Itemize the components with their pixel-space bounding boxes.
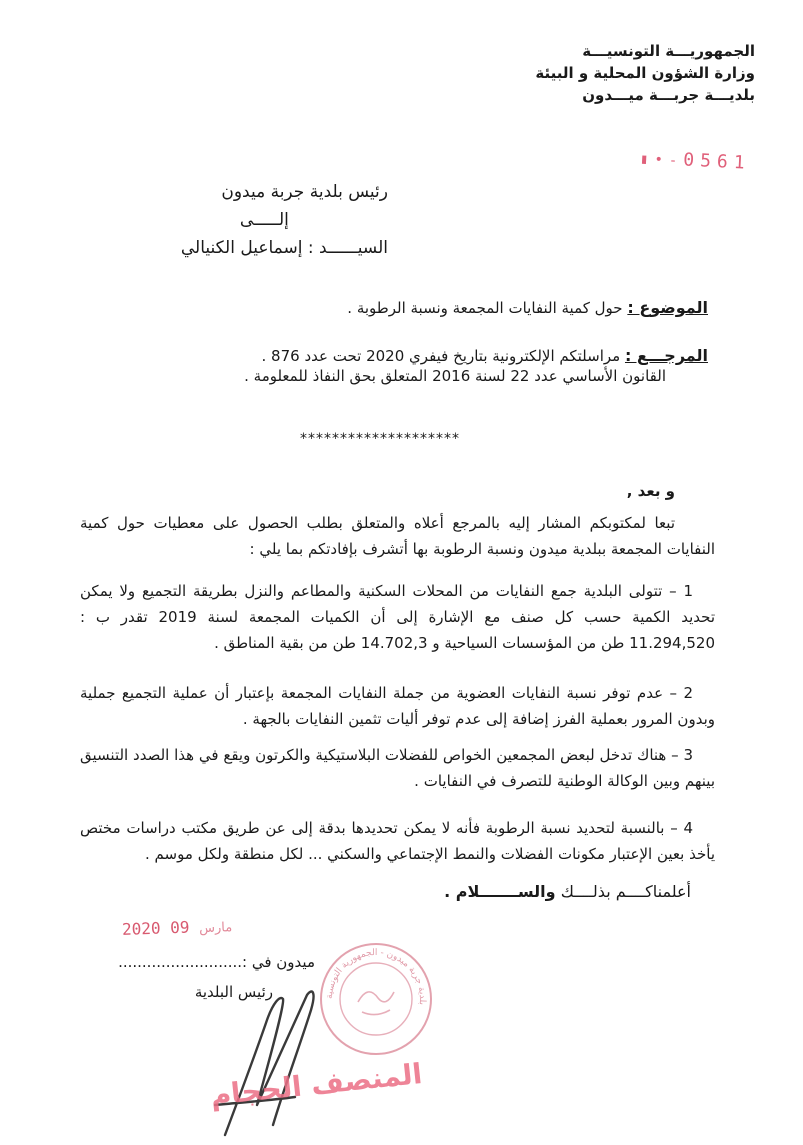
letterhead <box>535 40 755 106</box>
reference-label: المرجـــع : <box>624 346 708 365</box>
letterhead-ministry: وزارة الشؤون المحلية و البيئة <box>535 64 755 82</box>
greeting: و بعد , <box>626 482 675 500</box>
subject-line <box>347 298 708 317</box>
reference-stamp-number: ▮•-0561 <box>639 149 752 174</box>
reference-block <box>244 346 708 386</box>
closing-prefix: أعلمناكــــم بذلــــك <box>560 882 691 901</box>
seal-text: بلدية جربة ميدون - الجمهورية التونسية <box>324 947 428 1006</box>
addressee-block <box>181 178 388 262</box>
signer-name-stamp: المنصف الحجام <box>208 1056 424 1113</box>
to-label: إلـــــى <box>239 210 289 230</box>
official-seal <box>318 940 434 1058</box>
separator-stars: ******************** <box>300 431 460 447</box>
signatory-title: رئيس البلدية <box>194 983 273 1001</box>
reference-line-1: مراسلتكم الإلكترونية بتاريخ فيفري 2020 تحت عدد 876 . <box>261 347 621 365</box>
paragraph-item-1: 1 – تتولى البلدية جمع النفايات من المحلات السكنية والمطاعم والنزل بطريقة التجميع ولا يمكن تحديد الكمية حسب كل صنف مع الإشارة إلى أن الكميات المجمعة لسنة 2019 تقدر ب : 11.294,520 طن من المؤسسات السياحية و 14.702,3 طن من بقية المناطق . <box>80 582 716 652</box>
date-stamp <box>122 916 233 939</box>
closing-salutation: والســـــــلام . <box>444 882 556 901</box>
letterhead-country: الجمهوريـــة التونسيـــة <box>582 42 755 60</box>
sender-title: رئيس بلدية جربة ميدون <box>221 182 388 202</box>
recipient-name: السيــــــد : إسماعيل الكنيالي <box>180 238 388 258</box>
date-stamp-year: 2020 <box>121 918 161 939</box>
date-stamp-month: مارس <box>198 920 233 937</box>
date-stamp-day: 09 <box>169 917 190 938</box>
subject-label: الموضوع : <box>627 298 708 317</box>
paragraph-intro: تبعا لمكتوبكم المشار إليه بالمرجع أعلاه والمتعلق بطلب الحصول على معطيات حول كمية النفايات المجمعة ببلدية ميدون ونسبة الرطوبة بها أتشرف بإفادتكم بما يلي : <box>80 514 715 558</box>
subject-text: حول كمية النفايات المجمعة ونسبة الرطوبة . <box>347 299 623 317</box>
handwritten-signature <box>195 985 320 1140</box>
paragraph-item-4: 4 – بالنسبة لتحديد نسبة الرطوبة فأنه لا يمكن تحديدها بدقة إلى عن طريق مكتب دراسات مختص يأخذ بعين الإعتبار مكونات الفضلات والنمط الإجتماعي والسكني ... لكل منطقة ولكل موسم . <box>80 819 715 863</box>
paragraph-item-2: 2 – عدم توفر نسبة النفايات العضوية من جملة النفايات المجمعة بإعتبار أن عملية التجميع جملية وبدون المرور بعملية الفرز إضافة إلى عدم توفر أليات تثمين النفايات بالجهة . <box>80 684 715 728</box>
reference-line-2: القانون الأساسي عدد 22 لسنة 2016 المتعلق بحق النفاذ للمعلومة . <box>244 367 666 385</box>
reference-stamp-value: 0561 <box>683 149 752 174</box>
paragraph-item-3: 3 – هناك تدخل لبعض المجمعين الخواص للفضلات البلاستيكية والكرتون ويقع في هذا الصدد التنسيق بينهم وبين الوكالة الوطنية للتصرف في النفايات . <box>80 746 715 790</box>
place-date-line: ميدون في :.......................... <box>118 953 315 971</box>
letterhead-municipality: بلديـــة جربـــة ميـــدون <box>582 86 755 104</box>
closing-line <box>444 882 691 901</box>
